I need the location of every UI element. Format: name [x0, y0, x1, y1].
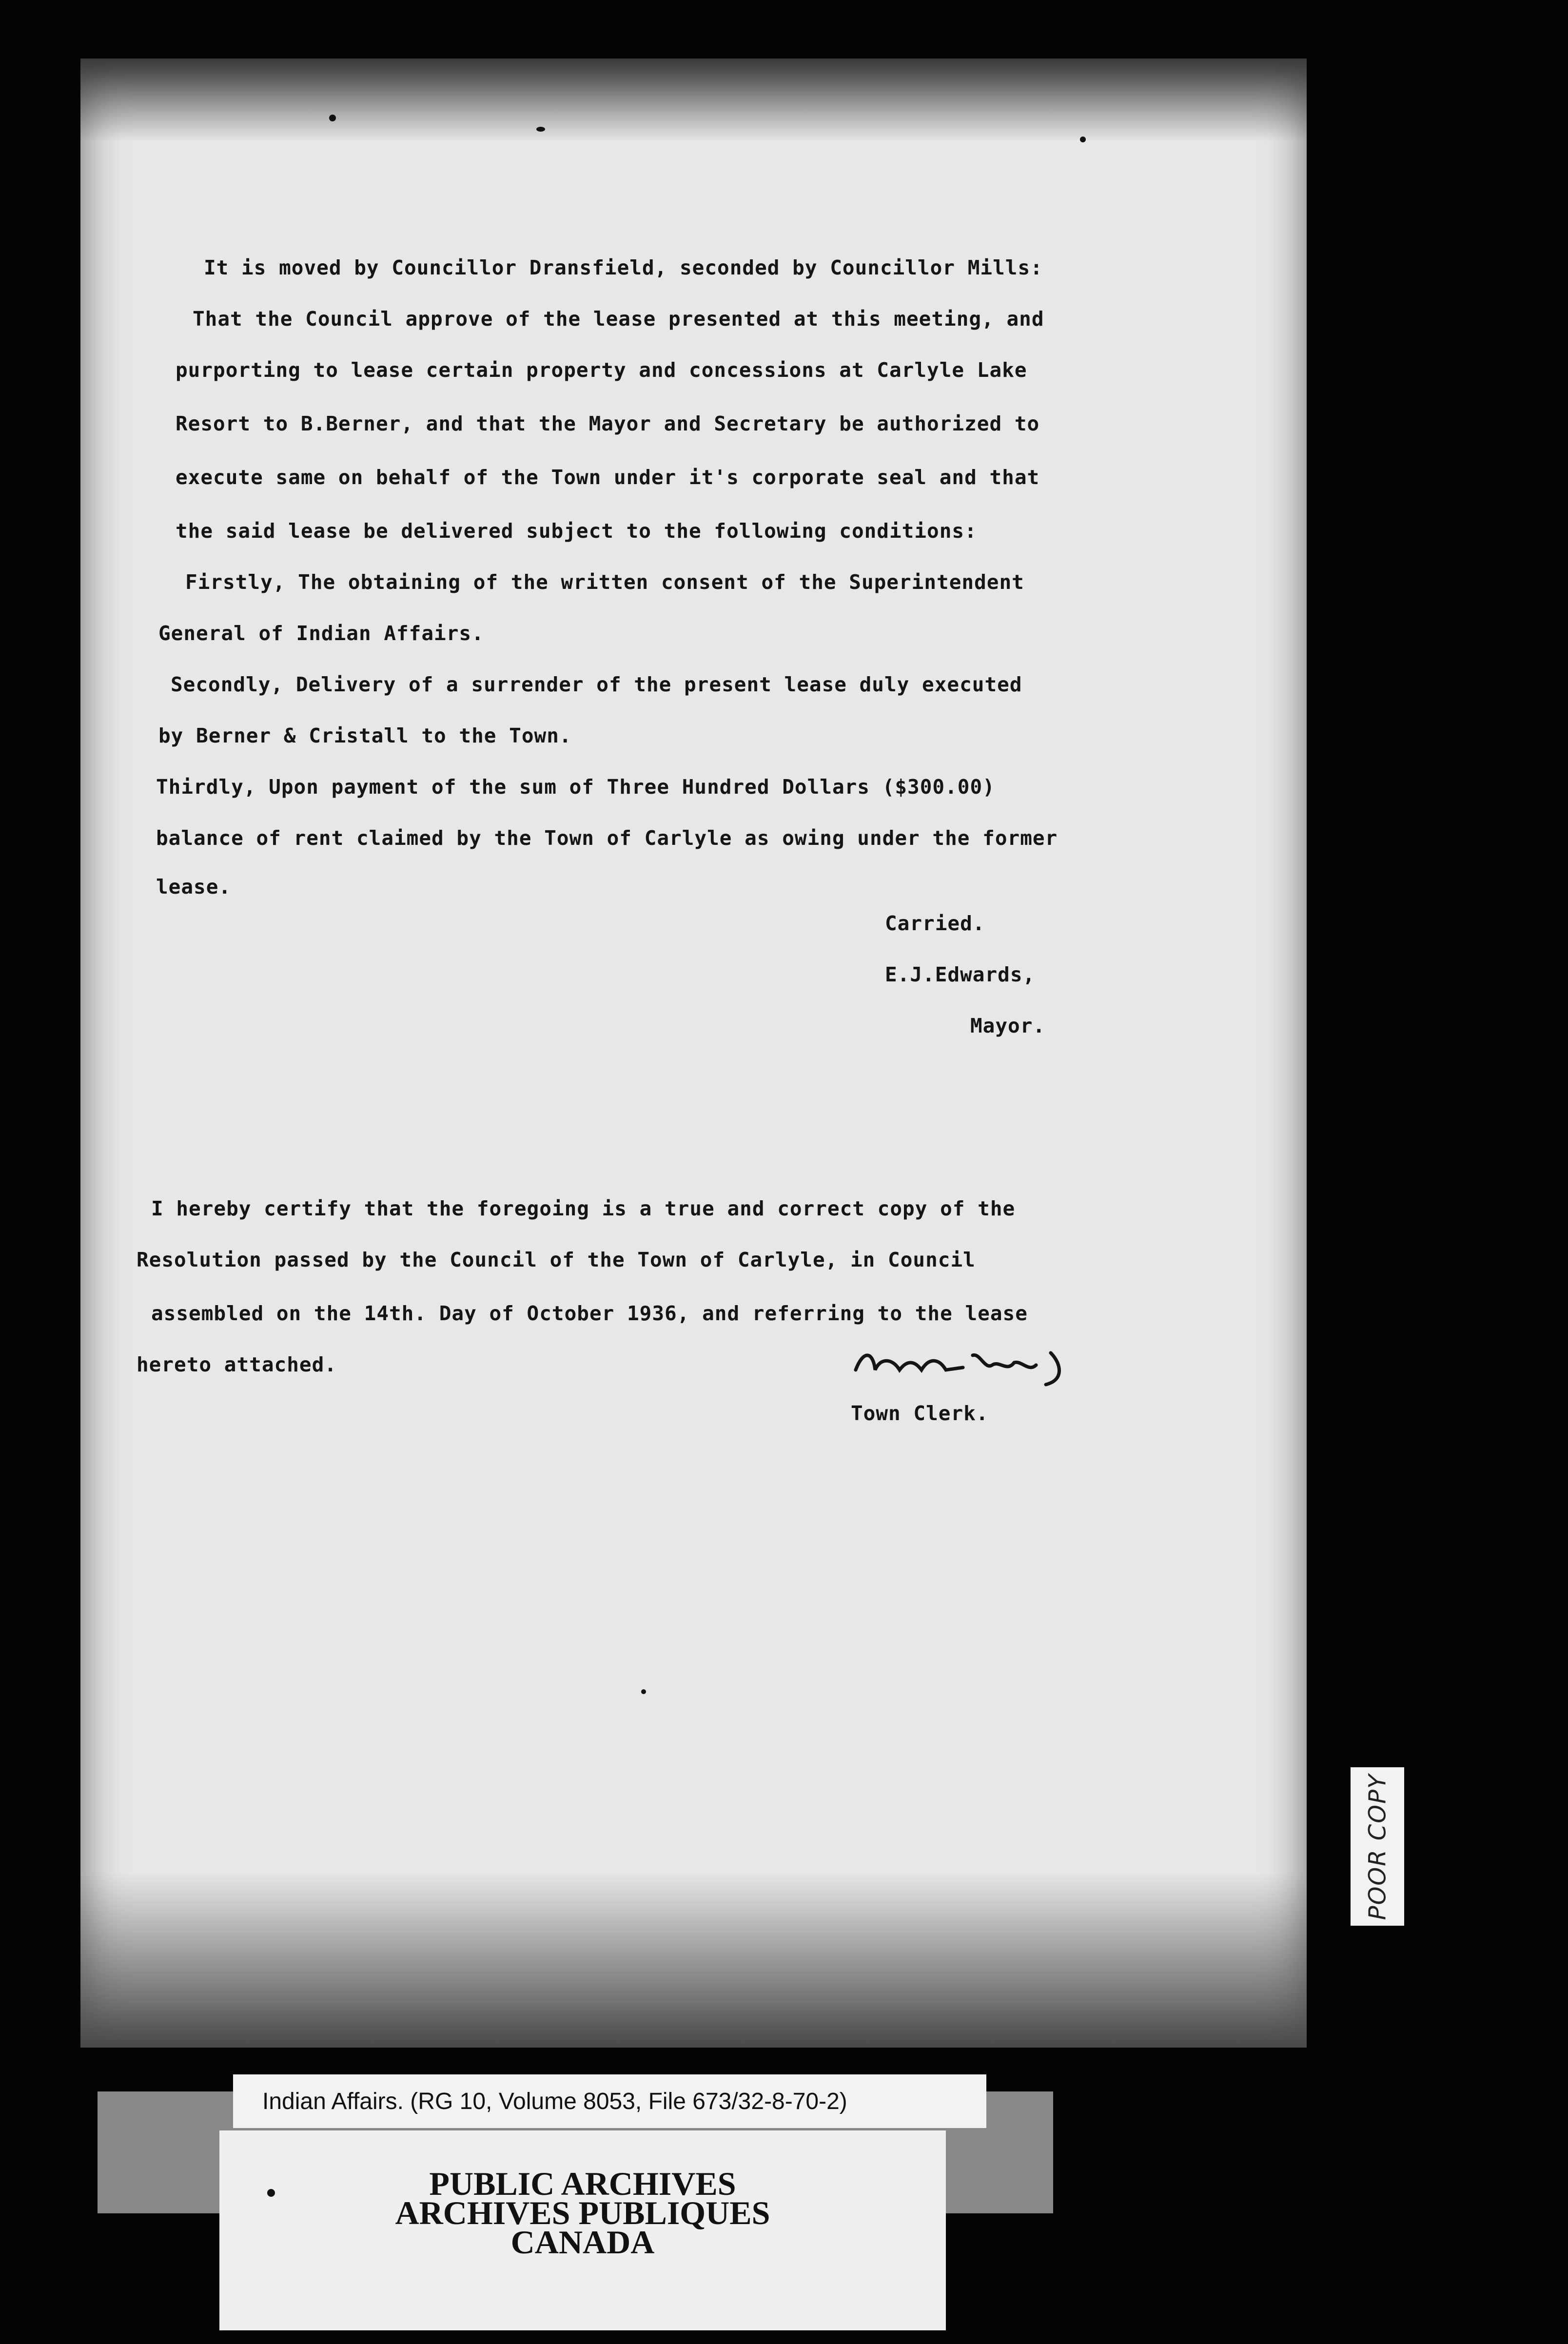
poor-copy-stamp	[1351, 1767, 1404, 1926]
archives-line-1: PUBLIC ARCHIVES	[429, 2165, 736, 2202]
motion-line: the said lease be delivered subject to the following conditions:	[176, 519, 977, 543]
motion-line: It is moved by Councillor Dransfield, seconded by Councillor Mills:	[204, 256, 1043, 279]
motion-line: Resort to B.Berner, and that the Mayor and Secretary be authorized to	[176, 412, 1040, 435]
condition-line: Thirdly, Upon payment of the sum of Three Hundred Dollars ($300.00)	[156, 775, 995, 799]
reference-label	[233, 2074, 986, 2128]
ink-speck	[536, 127, 545, 132]
document-page	[80, 59, 1307, 2048]
certification-line: Resolution passed by the Council of the Town of Carlyle, in Council	[137, 1248, 976, 1271]
mayor-name: E.J.Edwards,	[885, 963, 1036, 986]
certification-line: hereto attached.	[137, 1353, 337, 1376]
condition-line: by Berner & Cristall to the Town.	[158, 724, 572, 747]
archives-line-2: ARCHIVES PUBLIQUES	[395, 2194, 770, 2231]
ink-speck	[329, 115, 336, 121]
poor-copy-text: POOR COPY	[1364, 1773, 1391, 1920]
archives-line-3: CANADA	[510, 2224, 655, 2261]
ink-speck	[641, 1689, 646, 1694]
condition-line: lease.	[156, 875, 232, 899]
certification-line: assembled on the 14th. Day of October 1936, and referring to the lease	[151, 1302, 1028, 1325]
ink-speck	[267, 2189, 275, 2197]
condition-line: Firstly, The obtaining of the written consent of the Superintendent	[185, 570, 1024, 594]
motion-line: That the Council approve of the lease presented at this meeting, and	[193, 307, 1044, 331]
mayor-title: Mayor.	[970, 1014, 1046, 1037]
condition-line: Secondly, Delivery of a surrender of the present lease duly executed	[171, 673, 1022, 696]
condition-line: General of Indian Affairs.	[158, 622, 484, 645]
clerk-title: Town Clerk.	[851, 1402, 989, 1425]
ink-speck	[1080, 137, 1086, 142]
motion-line: execute same on behalf of the Town under it's corporate seal and that	[176, 466, 1040, 489]
carried-text: Carried.	[885, 912, 985, 935]
condition-line: balance of rent claimed by the Town of Carlyle as owing under the former	[156, 826, 1058, 850]
motion-line: purporting to lease certain property and concessions at Carlyle Lake	[176, 358, 1027, 382]
reference-text: Indian Affairs. (RG 10, Volume 8053, File 673/32-8-70-2)	[262, 2088, 847, 2114]
clerk-signature	[846, 1343, 1085, 1389]
certification-line: I hereby certify that the foregoing is a true and correct copy of the	[151, 1197, 1016, 1220]
